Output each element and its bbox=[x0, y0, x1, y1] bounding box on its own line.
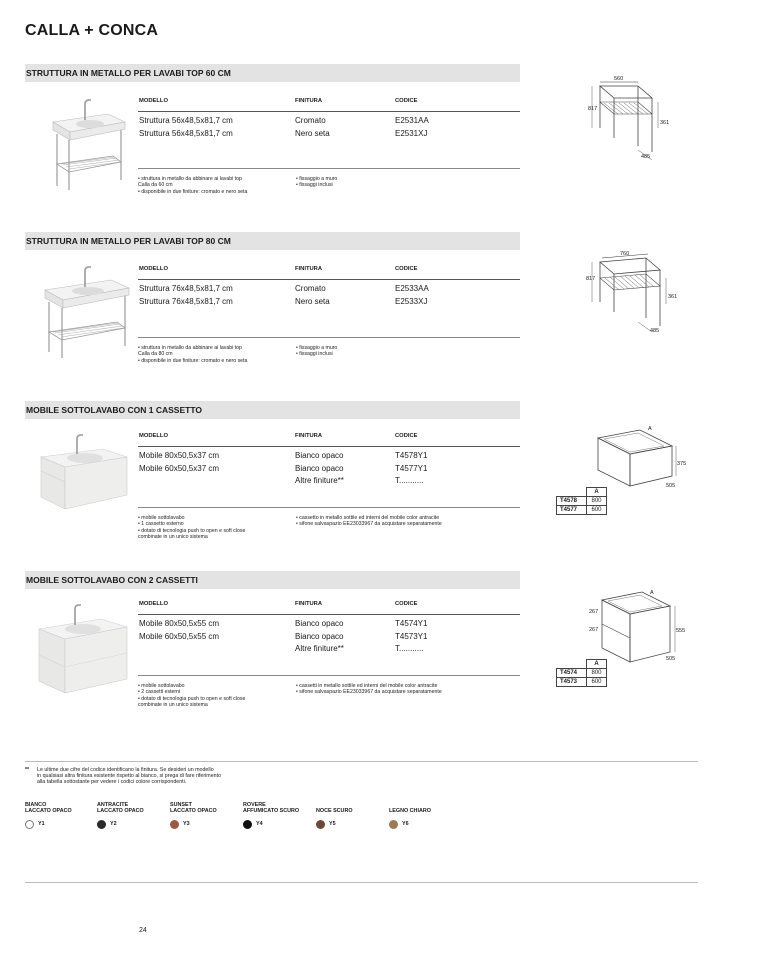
section-title: MOBILE SOTTOLAVABO CON 1 CASSETTO bbox=[25, 401, 520, 419]
note: • cassetti in metallo sottile ed interni del mobile color antracite bbox=[296, 683, 438, 689]
swatch-dot bbox=[170, 820, 179, 829]
note: combinate in un unico sistema bbox=[138, 533, 208, 540]
note: • mobile sottolavabo bbox=[138, 683, 185, 689]
spec-table bbox=[138, 266, 520, 308]
note: • disponibile in due finiture: cromato e nero seta bbox=[138, 188, 248, 195]
notes-left bbox=[138, 515, 245, 540]
row-model: Struttura 76x48,5x81,7 cm bbox=[139, 284, 233, 293]
page-title: CALLA + CONCA bbox=[25, 22, 159, 39]
row-code: T4573Y1 bbox=[395, 631, 428, 641]
header-code: CODICE bbox=[395, 266, 418, 272]
row-code: E2533XJ bbox=[395, 296, 428, 306]
size-header: A bbox=[587, 660, 607, 669]
spec-header bbox=[138, 433, 520, 447]
dim-depth: 485 bbox=[650, 328, 660, 334]
notes-right bbox=[296, 176, 337, 189]
notes-left bbox=[138, 683, 245, 708]
finish-code: Y4 bbox=[256, 821, 263, 828]
note: • mobile sottolavabo bbox=[138, 515, 185, 521]
row-code: E2531XJ bbox=[395, 128, 428, 138]
spec-table bbox=[138, 601, 520, 656]
footnote-line: Le ultime due cifre del codice identificano la finitura. Se desideri un modello bbox=[37, 767, 214, 773]
row-finish: Cromato bbox=[295, 116, 326, 125]
finish-code: Y6 bbox=[402, 821, 409, 828]
finish-bianco bbox=[25, 802, 72, 828]
note: • struttura in metallo da abbinare ai lavabi top bbox=[138, 345, 242, 351]
row-finish: Bianco opaco bbox=[295, 463, 344, 473]
row-code: T........... bbox=[395, 476, 424, 485]
row-finish: Nero seta bbox=[295, 128, 330, 138]
finish-name: BIANCO bbox=[25, 802, 47, 808]
row-code: T........... bbox=[395, 644, 424, 653]
dim-a: A bbox=[650, 590, 654, 596]
finish-name-line2: LACCATO OPACO bbox=[25, 808, 72, 815]
dim-depth: 505 bbox=[666, 483, 676, 489]
notes-right bbox=[296, 683, 442, 696]
swatch-dot bbox=[97, 820, 106, 829]
note: • dotato di tecnologia push to open e soft close bbox=[138, 527, 246, 534]
row-finish: Bianco opaco bbox=[295, 619, 344, 628]
note: • fissaggio a muro bbox=[296, 176, 338, 182]
notes-right bbox=[296, 345, 337, 358]
vanity-1-drawer-image bbox=[33, 427, 133, 527]
vanity-1-drawer-technical-drawing bbox=[590, 420, 690, 495]
row-finish: Cromato bbox=[295, 284, 326, 293]
size-code: T4578 bbox=[557, 497, 587, 506]
swatch-dot bbox=[25, 820, 34, 829]
header-model: MODELLO bbox=[139, 98, 168, 104]
row-model: Struttura 76x48,5x81,7 cm bbox=[139, 296, 233, 306]
size-table bbox=[556, 487, 607, 515]
row-code: T4574Y1 bbox=[395, 619, 428, 628]
notes-right bbox=[296, 515, 442, 528]
section-title: STRUTTURA IN METALLO PER LAVABI TOP 60 CM bbox=[25, 64, 520, 82]
table-row bbox=[557, 506, 607, 515]
dim-depth: 505 bbox=[666, 656, 676, 662]
table-row bbox=[557, 669, 607, 678]
finish-name: LEGNO CHIARO bbox=[389, 808, 431, 814]
footnote-line: in qualsiasi altra finitura esistente rispetto al bianco, si prega di fare riferimento bbox=[37, 773, 222, 780]
row-model: Mobile 60x50,5x37 cm bbox=[139, 463, 220, 473]
note: • sifone salvaspazio EE23033967 da acquistare separatamente bbox=[296, 689, 442, 696]
size-code: T4573 bbox=[557, 678, 587, 687]
finish-name-line2: LACCATO OPACO bbox=[170, 808, 217, 815]
header-code: CODICE bbox=[395, 433, 418, 439]
size-code: T4574 bbox=[557, 669, 587, 678]
note: • cassetto in metallo sottile ed interni del mobile color antracite bbox=[296, 515, 440, 521]
frame-60-technical-drawing bbox=[580, 72, 680, 167]
size-value: 600 bbox=[587, 678, 607, 687]
finish-name: SUNSET bbox=[170, 802, 192, 808]
footnote bbox=[25, 767, 221, 786]
section-structure-80 bbox=[25, 232, 520, 372]
row-finish: Bianco opaco bbox=[295, 631, 344, 641]
row-model: Mobile 80x50,5x55 cm bbox=[139, 619, 220, 628]
row-code: T4577Y1 bbox=[395, 463, 428, 473]
size-table bbox=[556, 659, 607, 687]
finish-legno bbox=[389, 808, 431, 828]
divider bbox=[25, 882, 698, 883]
row-model: Struttura 56x48,5x81,7 cm bbox=[139, 128, 233, 138]
note: • sifone salvaspazio EE23033967 da acquistare separatamente bbox=[296, 521, 442, 528]
dim-width: 760 bbox=[620, 251, 630, 257]
finish-name: NOCE SCURO bbox=[316, 808, 353, 814]
header-finish: FINITURA bbox=[295, 601, 323, 607]
row-code: E2531AA bbox=[395, 116, 429, 125]
section-title: STRUTTURA IN METALLO PER LAVABI TOP 80 CM bbox=[25, 232, 520, 250]
note: Calla da 60 cm bbox=[138, 182, 173, 189]
section-vanity-1-drawer bbox=[25, 401, 520, 546]
finish-code: Y2 bbox=[110, 821, 117, 828]
dim-depth: 485 bbox=[641, 154, 651, 160]
dim-drawer2: 267 bbox=[589, 627, 599, 633]
finish-sunset bbox=[170, 802, 217, 828]
finish-noce bbox=[316, 808, 353, 828]
row-finish: Bianco opaco bbox=[295, 451, 344, 460]
vanity-2-drawers-technical-drawing bbox=[584, 586, 689, 666]
table-row bbox=[557, 678, 607, 687]
divider bbox=[138, 675, 520, 676]
note: combinate in un unico sistema bbox=[138, 701, 208, 708]
row-finish: Altre finiture** bbox=[295, 644, 344, 653]
swatch-dot bbox=[243, 820, 252, 829]
spec-header bbox=[138, 601, 520, 615]
spec-table bbox=[138, 98, 520, 140]
note: • dotato di tecnologia push to open e soft close bbox=[138, 695, 246, 702]
finish-name-line2: LACCATO OPACO bbox=[97, 808, 144, 815]
table-row bbox=[138, 631, 520, 644]
header-code: CODICE bbox=[395, 98, 418, 104]
section-structure-60 bbox=[25, 64, 520, 204]
finish-antracite bbox=[97, 802, 144, 828]
dim-width: 560 bbox=[614, 76, 624, 82]
size-header: A bbox=[587, 488, 607, 497]
section-vanity-2-drawers bbox=[25, 571, 520, 716]
note: Calla da 80 cm bbox=[138, 351, 173, 358]
notes-left bbox=[138, 345, 247, 364]
header-model: MODELLO bbox=[139, 433, 168, 439]
note: • fissaggio a muro bbox=[296, 345, 338, 351]
table-row bbox=[138, 283, 520, 296]
note: • struttura in metallo da abbinare ai lavabi top bbox=[138, 176, 242, 182]
table-row bbox=[138, 643, 520, 656]
spec-header bbox=[138, 98, 520, 112]
metal-frame-60-image bbox=[33, 92, 133, 192]
size-code: T4577 bbox=[557, 506, 587, 515]
finish-name: ROVERE bbox=[243, 802, 266, 808]
note: • disponibile in due finiture: cromato e nero seta bbox=[138, 357, 248, 364]
divider bbox=[138, 337, 520, 338]
page-number: 24 bbox=[139, 927, 147, 934]
table-row bbox=[557, 497, 607, 506]
divider bbox=[138, 168, 520, 169]
note: • 2 cassetti esterni bbox=[138, 689, 181, 696]
row-code: E2533AA bbox=[395, 284, 429, 293]
table-row bbox=[138, 296, 520, 309]
swatch-dot bbox=[389, 820, 398, 829]
dim-height: 555 bbox=[676, 628, 686, 634]
header-code: CODICE bbox=[395, 601, 418, 607]
table-row bbox=[138, 618, 520, 631]
size-value: 600 bbox=[587, 506, 607, 515]
section-title: MOBILE SOTTOLAVABO CON 2 CASSETTI bbox=[25, 571, 520, 589]
finish-name: ANTRACITE bbox=[97, 802, 129, 808]
footnote-marker: ** bbox=[25, 767, 30, 773]
row-code: T4578Y1 bbox=[395, 451, 428, 460]
finish-code: Y5 bbox=[329, 821, 336, 828]
frame-80-technical-drawing bbox=[580, 246, 685, 341]
dim-a: A bbox=[648, 426, 652, 432]
finish-code: Y1 bbox=[38, 821, 45, 828]
dim-shelf: 361 bbox=[668, 294, 678, 300]
header-finish: FINITURA bbox=[295, 98, 323, 104]
row-finish: Nero seta bbox=[295, 296, 330, 306]
finish-rovere bbox=[243, 802, 300, 828]
divider bbox=[25, 761, 698, 762]
swatch-dot bbox=[316, 820, 325, 829]
dim-shelf: 361 bbox=[660, 120, 670, 126]
dim-height: 375 bbox=[677, 461, 687, 467]
header-model: MODELLO bbox=[139, 266, 168, 272]
header-model: MODELLO bbox=[139, 601, 168, 607]
note: • fissaggi inclusi bbox=[296, 351, 333, 358]
finish-name-line2: AFFUMICATO SCURO bbox=[243, 808, 300, 815]
size-value: 800 bbox=[587, 497, 607, 506]
metal-frame-80-image bbox=[33, 260, 133, 360]
size-value: 800 bbox=[587, 669, 607, 678]
table-row bbox=[138, 115, 520, 128]
table-row bbox=[138, 128, 520, 141]
header-finish: FINITURA bbox=[295, 266, 323, 272]
finish-code: Y3 bbox=[183, 821, 190, 828]
table-row bbox=[138, 450, 520, 463]
row-model: Mobile 80x50,5x37 cm bbox=[139, 451, 220, 460]
note: • 1 cassetto esterno bbox=[138, 521, 184, 528]
table-row bbox=[138, 463, 520, 476]
spec-table bbox=[138, 433, 520, 488]
divider bbox=[138, 507, 520, 508]
notes-left bbox=[138, 176, 247, 195]
vanity-2-drawers-image bbox=[33, 597, 133, 697]
dim-drawer1: 267 bbox=[589, 609, 599, 615]
row-model: Mobile 60x50,5x55 cm bbox=[139, 631, 220, 641]
row-finish: Altre finiture** bbox=[295, 476, 344, 485]
dim-height: 817 bbox=[588, 106, 598, 112]
table-row bbox=[138, 475, 520, 488]
footnote-line: alla tabella sottostante per vedere i codici colore corrispondenti. bbox=[37, 779, 187, 786]
note: • fissaggi inclusi bbox=[296, 182, 333, 189]
dim-height: 817 bbox=[586, 276, 596, 282]
spec-header bbox=[138, 266, 520, 280]
header-finish: FINITURA bbox=[295, 433, 323, 439]
row-model: Struttura 56x48,5x81,7 cm bbox=[139, 116, 233, 125]
